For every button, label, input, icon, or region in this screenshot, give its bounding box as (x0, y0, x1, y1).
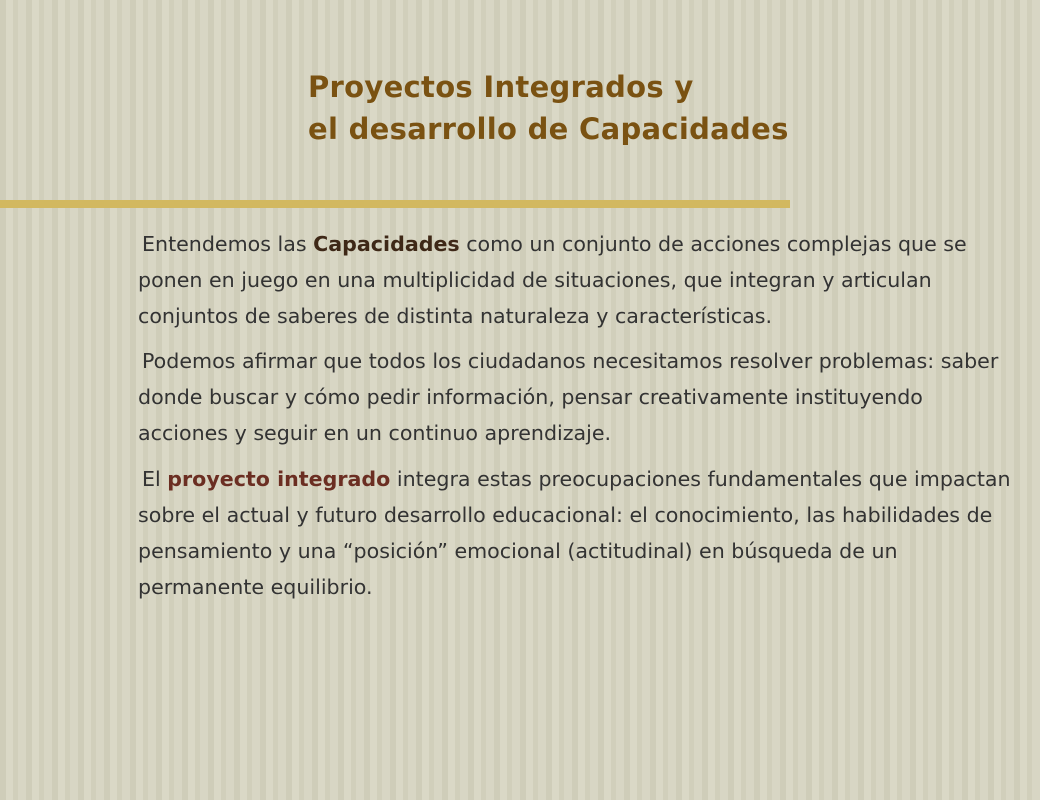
paragraph-3-rest: integra estas preocupaciones fundamentales que impactan sobre el actual y futuro desarrollo educacional: el conocimiento, las habilidades de pensamiento y una “posición” emocional (actitudinal) en búsqueda de un permanente equilibrio. (138, 467, 1011, 599)
slide-body (138, 226, 1018, 615)
paragraph-1-rest: como un conjunto de acciones complejas que se ponen en juego en una multiplicidad de situaciones, que integran y articulan conjuntos de saberes de distinta naturaleza y características. (138, 232, 967, 328)
keyword-proyecto-integrado: proyecto integrado (167, 467, 391, 491)
title-divider (0, 200, 790, 208)
paragraph-1-lead: Entendemos las (142, 232, 314, 256)
paragraph-3-lead: El (142, 467, 168, 491)
slide-title-line-1: Proyectos Integrados y (308, 70, 694, 104)
keyword-capacidades: Capacidades (313, 232, 460, 256)
paragraph-ciudadanos: Podemos afirmar que todos los ciudadanos necesitamos resolver problemas: saber donde buscar y cómo pedir información, pensar creativamente instituyendo acciones y seguir en un continuo aprendizaje. (138, 349, 999, 445)
paragraph-capacidades (138, 226, 1018, 334)
paragraph-proyecto-integrado (138, 461, 1018, 605)
slide-title-line-2: el desarrollo de Capacidades (308, 112, 789, 146)
slide-title (308, 66, 789, 150)
